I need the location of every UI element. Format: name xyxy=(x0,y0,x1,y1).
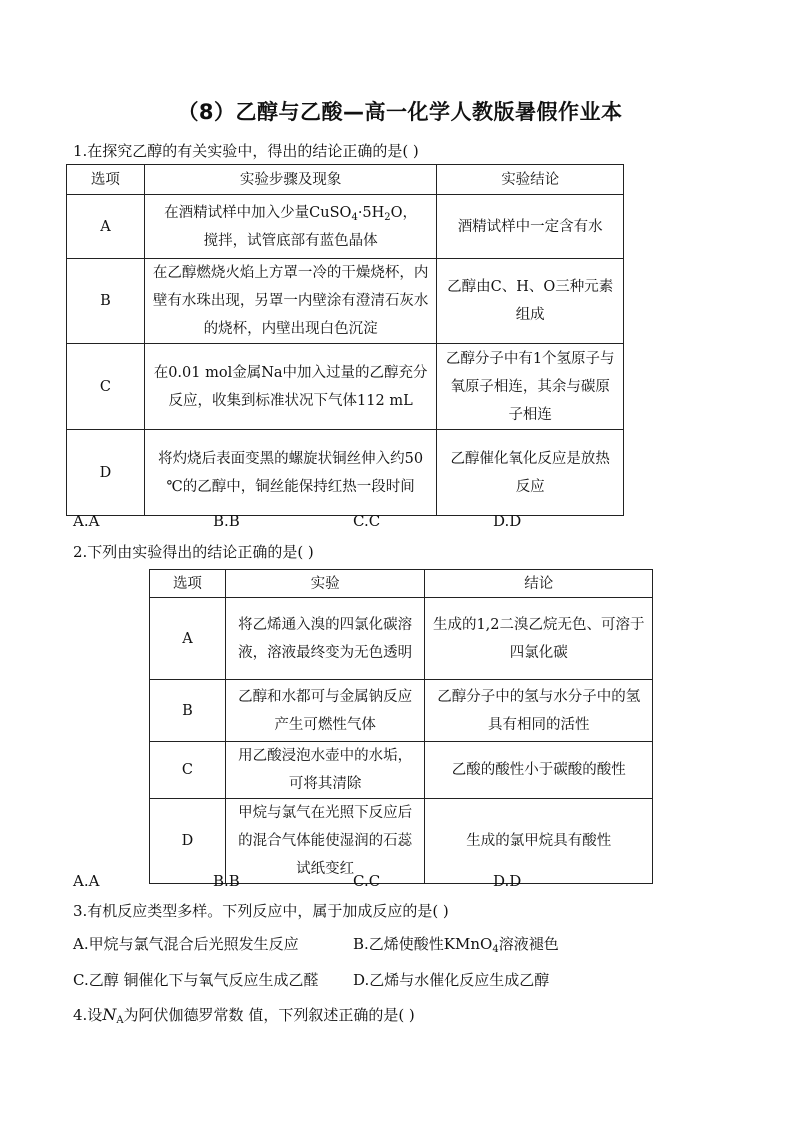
page-title: （8）乙醇与乙酸—高一化学人教版暑假作业本 xyxy=(177,100,623,124)
experiment-step: 甲烷与氯气在光照下反应后的混合气体能使湿润的石蕊试纸变红 xyxy=(225,799,425,884)
choice-d[interactable]: D.乙烯与水催化反应生成乙醇 xyxy=(353,971,550,989)
question-3-stem: 3.有机反应类型多样。下列反应中，属于加成反应的是( ) xyxy=(73,902,449,920)
experiment-conclusion: 乙醇催化氧化反应是放热反应 xyxy=(437,430,624,516)
experiment-step: 用乙酸浸泡水壶中的水垢，可将其清除 xyxy=(225,742,425,799)
choice-d[interactable]: D.D xyxy=(493,872,522,890)
choice-c[interactable]: C.C xyxy=(353,512,381,530)
table-header: 结论 xyxy=(425,570,653,598)
choice-b[interactable]: B.B xyxy=(213,512,240,530)
experiment-step: 将乙烯通入溴的四氯化碳溶液，溶液最终变为无色透明 xyxy=(225,598,425,680)
option-label: A xyxy=(67,195,145,259)
option-label: D xyxy=(67,430,145,516)
choice-b[interactable]: B.B xyxy=(213,872,240,890)
table-header: 实验结论 xyxy=(437,165,624,195)
avogadro-symbol: N xyxy=(102,1005,117,1024)
table-row xyxy=(150,799,653,884)
option-label: A xyxy=(150,598,226,680)
experiment-step: 在乙醇燃烧火焰上方罩一冷的干燥烧杯，内壁有水珠出现，另罩一内壁涂有澄清石灰水的烧杯，内壁出现白色沉淀 xyxy=(144,259,437,344)
question-1-choices xyxy=(0,512,800,532)
choice-a[interactable]: A.A xyxy=(73,872,100,890)
table-header: 实验 xyxy=(225,570,425,598)
option-label: C xyxy=(67,344,145,430)
table-header: 选项 xyxy=(150,570,226,598)
question-4-stem: 4.设$N_A$为阿伏伽德罗常数 值，下列叙述正确的是( ) xyxy=(73,1005,415,1026)
table-header: 实验步骤及现象 xyxy=(144,165,437,195)
question-3-options-row-1 xyxy=(0,933,800,955)
question-2-choices xyxy=(0,872,800,892)
choice-a[interactable]: A.A xyxy=(73,512,100,530)
experiment-conclusion: 乙酸的酸性小于碳酸的酸性 xyxy=(425,742,653,799)
table-row xyxy=(67,195,624,259)
option-label: B xyxy=(150,680,226,742)
experiment-step: 将灼烧后表面变黑的螺旋状铜丝伸入约50 ℃的乙醇中，铜丝能保持红热一段时间 xyxy=(144,430,437,516)
experiment-conclusion: 酒精试样中一定含有水 xyxy=(437,195,624,259)
choice-b[interactable]: B.乙烯使酸性KMnO$_4$溶液褪色 xyxy=(353,935,559,955)
table-header: 选项 xyxy=(67,165,145,195)
choice-a[interactable]: A.甲烷与氯气混合后光照发生反应 xyxy=(73,935,299,953)
question-3-options-row-2 xyxy=(0,969,800,991)
option-label: C xyxy=(150,742,226,799)
choice-d[interactable]: D.D xyxy=(493,512,522,530)
question-1-stem: 1.在探究乙醇的有关实验中，得出的结论正确的是( ) xyxy=(73,142,419,160)
question-2-table xyxy=(149,569,653,884)
chemical-formula: KMnO$_4$ xyxy=(443,935,499,955)
experiment-conclusion: 乙醇分子中的氢与水分子中的氢具有相同的活性 xyxy=(425,680,653,742)
question-2-stem: 2.下列由实验得出的结论正确的是( ) xyxy=(73,543,314,561)
table-row xyxy=(150,598,653,680)
experiment-conclusion: 乙醇由C、H、O三种元素组成 xyxy=(437,259,624,344)
option-label: B xyxy=(67,259,145,344)
experiment-conclusion: 生成的氯甲烷具有酸性 xyxy=(425,799,653,884)
experiment-conclusion: 生成的1,2二溴乙烷无色、可溶于四氯化碳 xyxy=(425,598,653,680)
experiment-conclusion: 乙醇分子中有1个氢原子与氧原子相连，其余与碳原子相连 xyxy=(437,344,624,430)
table-row xyxy=(67,259,624,344)
chemical-formula: $CuSO_4\cdot 5H_2O$， xyxy=(309,204,418,223)
question-1-table xyxy=(66,164,624,516)
table-row xyxy=(150,742,653,799)
experiment-step: 在酒精试样中加入少量$CuSO_4\cdot 5H_2O$， 搅拌，试管底部有蓝色晶体 xyxy=(144,195,437,259)
experiment-step: 乙醇和水都可与金属钠反应产生可燃性气体 xyxy=(225,680,425,742)
table-row xyxy=(150,680,653,742)
table-row xyxy=(67,344,624,430)
option-label: D xyxy=(150,799,226,884)
table-row xyxy=(67,430,624,516)
choice-c[interactable]: C.乙醇 铜催化下与氧气反应生成乙醛 xyxy=(73,971,319,989)
choice-c[interactable]: C.C xyxy=(353,872,381,890)
experiment-step: 在0.01 mol金属Na中加入过量的乙醇充分反应，收集到标准状况下气体112 mL xyxy=(144,344,437,430)
